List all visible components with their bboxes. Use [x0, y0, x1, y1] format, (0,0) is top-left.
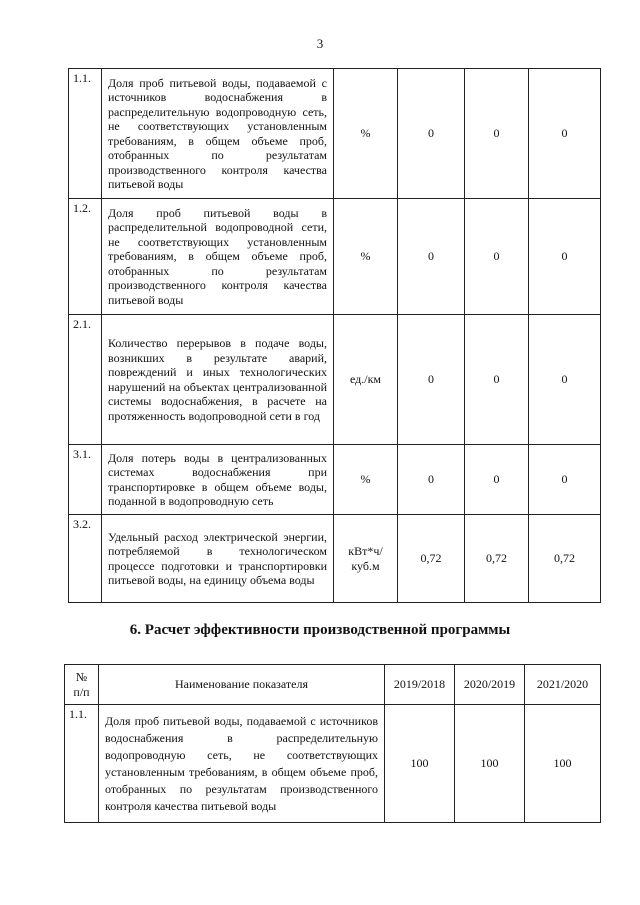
header-year-1: 2019/2018 [385, 665, 455, 705]
value-cell: 0 [398, 315, 465, 445]
value-cell: 0 [465, 315, 529, 445]
unit-cell: % [334, 199, 398, 315]
row-number: 2.1. [69, 315, 102, 445]
indicator-name: Доля потерь воды в централизованных системах водоснабжения при транспортировке в общем объеме воды, поданной в водопроводную сеть [102, 445, 334, 515]
table-row [69, 69, 601, 199]
value-cell: 100 [385, 705, 455, 823]
indicator-name: Удельный расход электрической энергии, потребляемой в технологическом процессе подготовки и транспортировки питьевой воды, на единицу объема воды [102, 515, 334, 603]
value-cell: 0 [529, 199, 601, 315]
unit-cell: кВт*ч/куб.м [334, 515, 398, 603]
value-cell: 0 [529, 315, 601, 445]
header-year-3: 2021/2020 [525, 665, 601, 705]
row-number: 1.2. [69, 199, 102, 315]
row-number: 3.2. [69, 515, 102, 603]
indicator-name: Доля проб питьевой воды, подаваемой с источников водоснабжения в распределительную водопроводную сеть, не соответствующих установленным требованиям, в общем объеме проб, отобранных по результатам производственного контроля качества питьевой воды [99, 705, 385, 823]
row-number: 3.1. [69, 445, 102, 515]
value-cell: 0 [398, 445, 465, 515]
header-name: Наименование показателя [99, 665, 385, 705]
indicator-name: Доля проб питьевой воды в распределительной водопроводной сети, не соответствующих установленным требованиям, в общем объеме проб, отобранных по результатам производственного контроля качества питьевой воды [102, 199, 334, 315]
header-row [65, 665, 601, 705]
value-cell: 0 [465, 199, 529, 315]
row-number: 1.1. [65, 705, 99, 823]
table-row [69, 315, 601, 445]
value-cell: 0 [529, 445, 601, 515]
unit-cell: % [334, 69, 398, 199]
value-cell: 100 [525, 705, 601, 823]
value-cell: 0 [398, 69, 465, 199]
header-year-2: 2020/2019 [455, 665, 525, 705]
row-number: 1.1. [69, 69, 102, 199]
table-row [69, 199, 601, 315]
header-number: № п/п [65, 665, 99, 705]
indicator-name: Количество перерывов в подаче воды, возникших в результате аварий, повреждений и иных технологических нарушений на объектах централизованной системы водоснабжения, в расчете на протяженность водопроводной сети в год [102, 315, 334, 445]
table-row [69, 515, 601, 603]
value-cell: 0 [398, 199, 465, 315]
indicators-table [68, 68, 601, 603]
value-cell: 0 [465, 69, 529, 199]
table-row [69, 445, 601, 515]
unit-cell: ед./км [334, 315, 398, 445]
page-number: 3 [316, 36, 324, 51]
value-cell: 0 [529, 69, 601, 199]
table-row [65, 705, 601, 823]
unit-cell: % [334, 445, 398, 515]
value-cell: 100 [455, 705, 525, 823]
section-title: 6. Расчет эффективности производственной программы [129, 622, 511, 638]
value-cell: 0,72 [398, 515, 465, 603]
value-cell: 0 [465, 445, 529, 515]
value-cell: 0,72 [465, 515, 529, 603]
efficiency-table [64, 664, 601, 823]
value-cell: 0,72 [529, 515, 601, 603]
indicator-name: Доля проб питьевой воды, подаваемой с источников водоснабжения в распределительную водопроводную сеть, не соответствующих установленным требованиям, в общем объеме проб, отобранных по результатам производственного контроля качества питьевой воды [102, 69, 334, 199]
